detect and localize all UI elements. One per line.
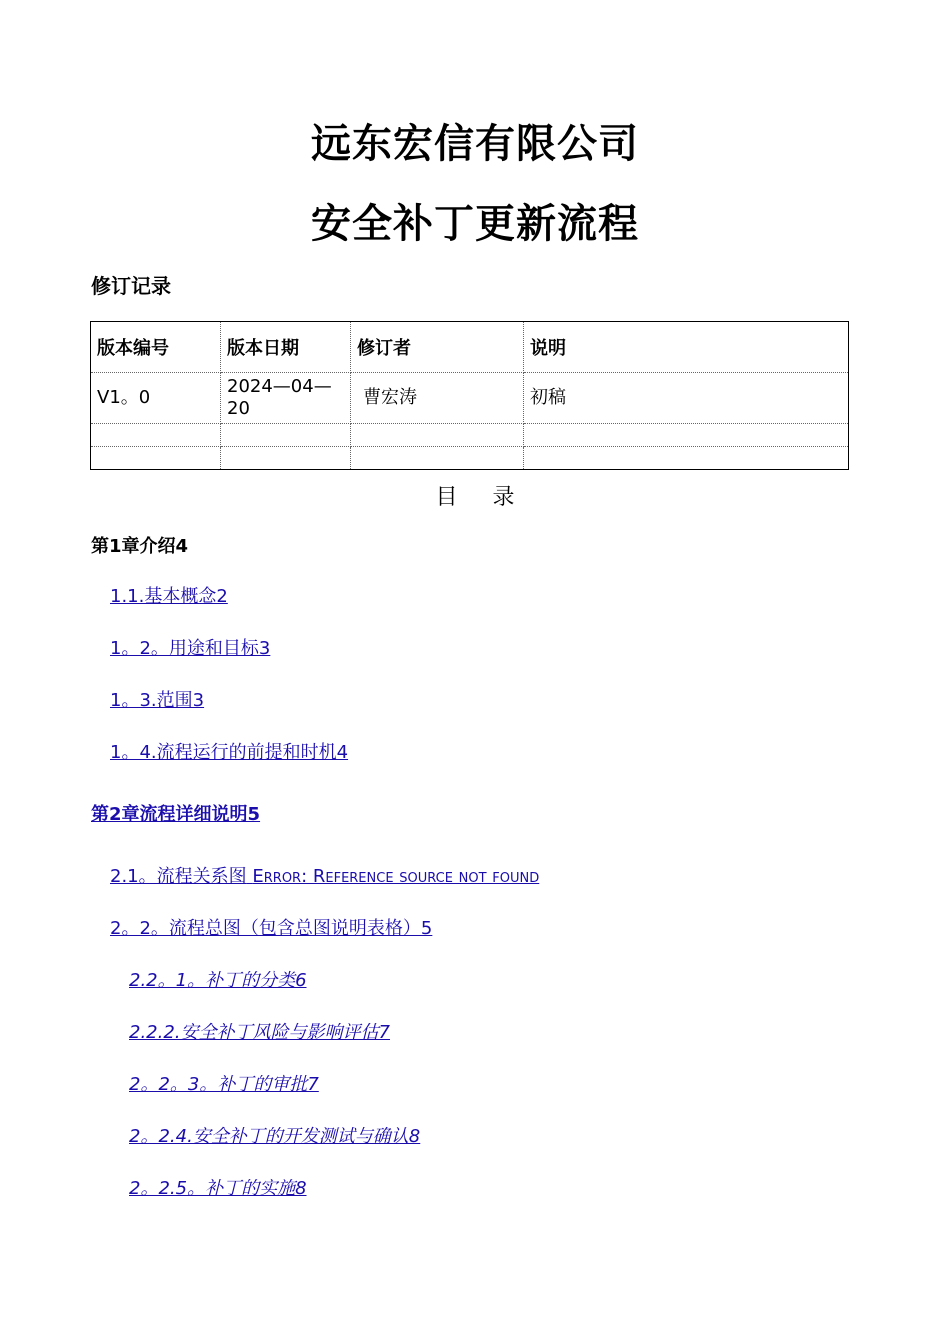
table-header-row (91, 322, 849, 373)
table-row (91, 424, 849, 447)
toc-chapter-1: 第1章介绍4 (91, 536, 189, 557)
cell-date (221, 447, 351, 470)
cell-reviser (351, 424, 524, 447)
toc-link-2-2-2[interactable]: 2.2.2.安全补丁风险与影响评估7 (129, 1022, 390, 1043)
document-title: 安全补丁更新流程 (311, 201, 639, 247)
toc-link-1-2[interactable]: 1。2。用途和目标3 (110, 638, 271, 659)
cell-version (91, 447, 221, 470)
table-row (91, 373, 849, 424)
toc-link-2-2-1[interactable]: 2.2。1。补丁的分类6 (129, 970, 307, 991)
cell-date (221, 424, 351, 447)
toc-link-1-3[interactable]: 1。3.范围3 (110, 690, 205, 711)
toc-link-2-2-4[interactable]: 2。2.4.安全补丁的开发测试与确认8 (129, 1126, 421, 1147)
reference-error-text: Error: Reference source not found (252, 866, 540, 887)
toc-link-chapter-2[interactable]: 第2章流程详细说明5 (91, 804, 261, 825)
table-row (91, 447, 849, 470)
column-header-reviser: 修订者 (351, 322, 524, 373)
cell-reviser: 曹宏涛 (351, 373, 524, 424)
cell-reviser (351, 447, 524, 470)
revision-heading: 修订记录 (91, 274, 171, 298)
cell-description: 初稿 (524, 373, 849, 424)
column-header-version: 版本编号 (91, 322, 221, 373)
toc-link-2-2[interactable]: 2。2。流程总图（包含总图说明表格）5 (110, 918, 433, 939)
toc-link-2-1-label: 2.1。流程关系图 (110, 866, 247, 887)
cell-date: 2024—04—20 (221, 373, 351, 424)
revision-table (90, 321, 849, 470)
column-header-description: 说明 (524, 322, 849, 373)
toc-link-1-4[interactable]: 1。4.流程运行的前提和时机4 (110, 742, 349, 763)
toc-link-2-2-5[interactable]: 2。2.5。补丁的实施8 (129, 1178, 307, 1199)
cell-description (524, 424, 849, 447)
cell-version (91, 424, 221, 447)
cell-version: V1。0 (91, 373, 221, 424)
toc-link-2-1[interactable] (110, 862, 539, 888)
toc-link-2-2-3[interactable]: 2。2。3。补丁的审批7 (129, 1074, 319, 1095)
toc-link-1-1[interactable]: 1.1.基本概念2 (110, 586, 228, 607)
cell-description (524, 447, 849, 470)
toc-title: 目 录 (435, 485, 529, 510)
company-title: 远东宏信有限公司 (311, 121, 639, 167)
column-header-date: 版本日期 (221, 322, 351, 373)
